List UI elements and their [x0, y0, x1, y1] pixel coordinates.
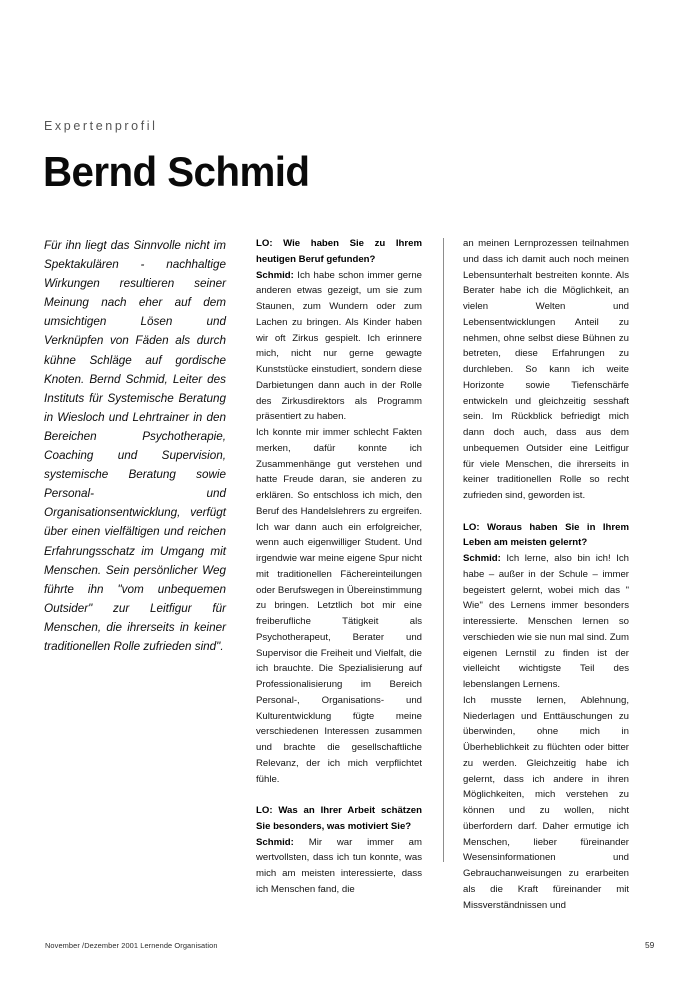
question-2: LO: Was an Ihrer Arbeit schätzen Sie besonders, was motiviert Sie? [256, 805, 422, 832]
footer-issue-line: November /Dezember 2001 Lernende Organisation [45, 941, 218, 950]
interview-column-middle [256, 236, 422, 898]
footer-page-number: 59 [645, 940, 655, 950]
page-kicker: Expertenprofil [44, 119, 158, 133]
speaker-label-schmid: Schmid: [463, 553, 501, 564]
answer-3-text-1: Ich lerne, also bin ich! Ich habe – außer in der Schule – immer begeistert gelernt, wobei mich das " Wie" des Lernens immer besonders interessierte. Menschen lernen so verschieden wie sie nun mal sind. Zum eigenen Lernstil zu finden ist der vielleicht wichtigste Teil des lebenslangen Lernens. [463, 553, 629, 690]
answer-2-text-1: Mir war immer am wertvollsten, dass ich tun konnte, was mich am meisten interessierte, dass ich Menschen fand, die [256, 836, 422, 895]
answer-3-paragraph-1 [463, 551, 629, 693]
answer-3-paragraph-2: Ich musste lernen, Ablehnung, Niederlagen und Enttäuschungen zu überwinden, ohne mich in Überheblichkeit zu flüchten oder bitter zu werden. Gleichzeitig habe ich gelernt, dass ich andere in ihren Möglichkeiten, mich verstehen zu können und zu wollen, nicht überfordern darf. Daher ermutige ich Menschen, lieber füreinander Wesensinformationen und Gebrauchanweisungen zu erarbeiten als die Kraft füreinander mit Missverständnissen und [463, 694, 629, 911]
interview-column-right [463, 236, 629, 913]
answer-1-text-1: Ich habe schon immer gerne anderen etwas gezeigt, um sie zum Staunen, zum Wundern oder zum Lachen zu bringen. Als Kinder haben wir oft Zirkus gespielt. Ich erinnere mich, nicht nur gerne gewagte Kunststücke einstudiert, sondern diese Darbietungen dann auch in der Rolle des Zirkusdirektors als Programm präsentiert zu haben. [256, 269, 422, 423]
intro-column [44, 236, 226, 656]
intro-paragraph: Für ihn liegt das Sinnvolle nicht im Spektakulären - nachhaltige Wirkungen resultieren seiner Meinung nach eher auf dem umsichtigen Lösen und Verknüpfen von Fäden als durch kühne Schläge auf gordische Knoten. Bernd Schmid, Leiter des Instituts für Systemische Beratung in Wiesloch und Lehrtrainer in den Bereichen Psychotherapie, Coaching und Supervision, systemische Beratung sowie Personal- und Organisationsentwicklung, verfügt über einen vielfältigen und reichen Erfahrungsschatz im Umgang mit Menschen. Sein persönlicher Weg führte ihn "vom unbequemen Outsider" zur Leitfigur für Menschen, die ihrerseits in keiner traditionellen Rolle zufrieden sind". [44, 239, 226, 653]
speaker-label-schmid: Schmid: [256, 836, 294, 848]
question-1: LO: Wie haben Sie zu Ihrem heutigen Beruf gefunden? [256, 238, 422, 265]
page-title: Bernd Schmid [43, 148, 310, 195]
speaker-label-schmid: Schmid: [256, 269, 294, 281]
answer-1-paragraph-1 [256, 268, 422, 426]
column-divider-rule [443, 238, 444, 862]
answer-2-paragraph-1 [256, 835, 422, 898]
question-3: LO: Woraus haben Sie in Ihrem Leben am meisten gelernt? [463, 521, 629, 549]
answer-1-paragraph-2: Ich konnte mir immer schlecht Fakten merken, dafür konnte ich Zusammenhänge gut verstehen und hatte Freude daran, sie anderen zu erklären. So entschloss ich mich, den Beruf des Handelslehrers zu ergreifen. Ich war dann auch ein erfolgreicher, wenn auch eigenwilliger Student. Und irgendwie war meine eigene Spur nicht mit traditionellen Fächereinteilungen oder Berufswegen in Übereinstimmung zu bringen. Letztlich bot mir eine freiberufliche Tätigkeit als Psychotherapeut, Berater und Supervisor die Freiheit und Vielfalt, die ich brauchte. Die Spezialisierung auf Professionalisierung im Bereich Personal-, Organisations- und Kulturentwicklung fügte meine verschiedenen Interessen zusammen und brachte die gesellschaftliche Relevanz, der ich mich verpflichtet fühle. [256, 427, 422, 785]
answer-2-continuation: an meinen Lernprozessen teilnahmen und dass ich damit auch noch meinen Lebensunterhalt bestreiten konnte. Als Berater habe ich die Möglichkeit, an vielen Welten und Lebensentwicklungen Anteil zu nehmen, ohne selbst diese Bühnen zu betreten, diese Erfahrungen zu durchleben. So kann ich weite Horizonte sowie Tiefenschärfe entwickeln und gleichzeitig sesshaft sein. Im Rückblick befriedigt mich dann doch auch, dass aus dem unbequemen Outsider eine Leitfigur für viele Menschen, die ihrerseits in keiner traditionellen Rolle so recht zufrieden sind, geworden ist. [463, 238, 629, 501]
